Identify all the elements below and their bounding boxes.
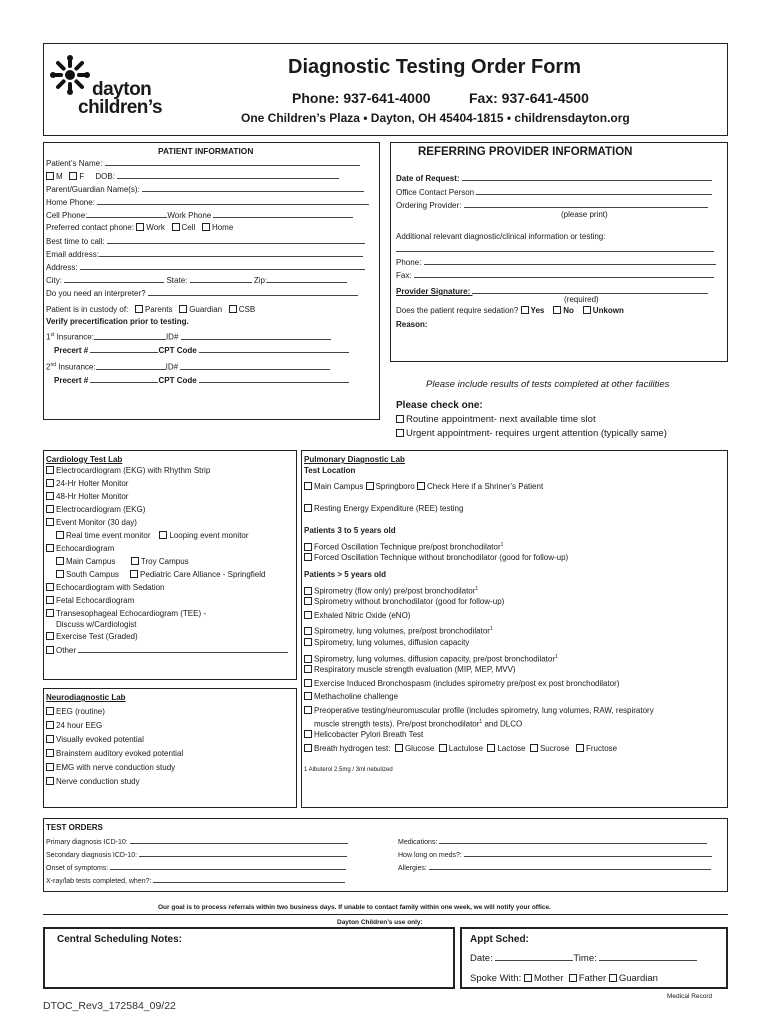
holter24-option[interactable]: 24-Hr Holter Monitor [46, 479, 296, 492]
exercise-broncho-option[interactable]: Exercise Induced Bronchospasm (includes spirometry pre/post ex post bronchodilator) [304, 679, 724, 692]
office-contact-row[interactable]: Office Contact Person [396, 187, 726, 200]
test-orders-heading: TEST ORDERS [46, 823, 103, 832]
spiro-without-checkbox[interactable] [304, 597, 312, 605]
mother-checkbox[interactable] [524, 974, 532, 982]
father-checkbox[interactable] [569, 974, 577, 982]
eeg24-option[interactable]: 24 hour EEG [46, 721, 296, 735]
page-title: Diagnostic Testing Order Form [288, 56, 581, 78]
primary-dx-row[interactable]: Primary diagnosis ICD-10: [46, 836, 366, 849]
eeg-option[interactable]: EEG (routine) [46, 707, 296, 721]
spiro-flow-checkbox[interactable] [304, 587, 312, 595]
medications-row[interactable]: Medications: [398, 836, 718, 849]
address-row[interactable]: Address: [46, 262, 376, 275]
echo-option[interactable]: Echocardiogram [46, 544, 296, 557]
ree-option[interactable]: Resting Energy Expenditure (REE) testing [304, 504, 724, 526]
header-fax: Fax: 937-641-4500 [469, 90, 589, 106]
how-long-row[interactable]: How long on meds?: [398, 849, 718, 862]
insurance-2-row[interactable]: 2nd Insurance: ID# [46, 360, 376, 375]
location-options: Main Campus Springboro Check Here if a Shriner’s Patient [304, 482, 724, 504]
sedation-no-checkbox[interactable] [553, 306, 561, 314]
exercise-option[interactable]: Exercise Test (Graded) [46, 632, 296, 645]
emg-checkbox[interactable] [46, 763, 54, 771]
spoke-with-row: Spoke With: Mother Father Guardian [470, 973, 658, 984]
methacholine-checkbox[interactable] [304, 692, 312, 700]
echo-south-checkbox[interactable] [56, 570, 64, 578]
spiro-lung-diff-pre-checkbox[interactable] [304, 655, 312, 663]
ekg-option[interactable]: Electrocardiogram (EKG) [46, 505, 296, 518]
include-results-note: Please include results of tests completed at other facilities [426, 379, 670, 390]
sedation-yes-checkbox[interactable] [521, 306, 529, 314]
logo-text-dayton: dayton [92, 79, 152, 100]
eno-option[interactable]: Exhaled Nitric Oxide (eNO) [304, 611, 724, 624]
nerve-checkbox[interactable] [46, 777, 54, 785]
preop-option[interactable]: Preoperative testing/neuromuscular profile (includes spirometry, lung volumes, RAW, respiratory [304, 706, 724, 717]
guardian-footer-checkbox[interactable] [609, 974, 617, 982]
onset-row[interactable]: Onset of symptoms: [46, 862, 366, 875]
hpylori-option[interactable]: Helicobacter Pylori Breath Test [304, 730, 724, 744]
precert-2-row[interactable]: Precert # CPT Code [46, 375, 376, 390]
brainstem-checkbox[interactable] [46, 749, 54, 757]
sucrose-checkbox[interactable] [530, 744, 538, 752]
echo-locations-2: South Campus Pediatric Care Alliance - Springfield [46, 570, 296, 583]
urgent-option[interactable]: Urgent appointment- requires urgent attention (typically same) [396, 428, 667, 440]
provider-phone-row[interactable]: Phone: [396, 257, 726, 270]
test-orders-right [398, 836, 718, 875]
precert-1-row[interactable]: Precert # CPT Code [46, 345, 376, 360]
visual-checkbox[interactable] [46, 735, 54, 743]
custody-row: Patient is in custody of: Parents Guardian CSB [46, 305, 256, 314]
echo-troy-checkbox[interactable] [131, 557, 139, 565]
required-note: (required) [564, 295, 599, 304]
city-state-zip-row[interactable]: City: State: Zip: [46, 275, 376, 288]
shriner-checkbox[interactable] [417, 482, 425, 490]
lactulose-checkbox[interactable] [439, 744, 447, 752]
fructose-checkbox[interactable] [576, 744, 584, 752]
springboro-checkbox[interactable] [366, 482, 374, 490]
csb-checkbox[interactable] [229, 305, 237, 313]
fot-without-checkbox[interactable] [304, 553, 312, 561]
please-print: (please print) [561, 210, 608, 219]
realtime-checkbox[interactable] [56, 531, 64, 539]
patients-5-label: Patients > 5 years old [304, 570, 387, 579]
test-location-label: Test Location [304, 466, 356, 475]
fot-without-option[interactable]: Forced Oscillation Technique without bronchodilator (good for follow-up) [304, 553, 724, 570]
event-monitor-checkbox[interactable] [46, 518, 54, 526]
work-checkbox[interactable] [136, 223, 144, 231]
check-one-label: Please check one: [396, 400, 483, 411]
logo-text-childrens: children’s [78, 97, 163, 118]
patient-name-row[interactable]: Patient’s Name: [46, 158, 376, 171]
echo-main-checkbox[interactable] [56, 557, 64, 565]
parents-checkbox[interactable] [135, 305, 143, 313]
provider-heading: REFERRING PROVIDER INFORMATION [418, 146, 633, 158]
respiratory-option[interactable]: Respiratory muscle strength evaluation (MIP, MEP, MVV) [304, 665, 724, 679]
event-monitor-types: Real time event monitor Looping event monitor [46, 531, 296, 544]
hpylori-checkbox[interactable] [304, 730, 312, 738]
lactose-checkbox[interactable] [487, 744, 495, 752]
pref-contact-row: Preferred contact phone: Work Cell Home [46, 223, 234, 232]
ekg-strip-checkbox[interactable] [46, 466, 54, 474]
email-row[interactable]: Email address: [46, 249, 376, 262]
goal-text: Our goal is to process referrals within two business days. If unable to contact family within one week, we will notify your office. [158, 904, 551, 911]
eeg24-checkbox[interactable] [46, 721, 54, 729]
cardiology-heading: Cardiology Test Lab [46, 455, 123, 464]
spiro-flow-option[interactable]: Spirometry (flow only) pre/post bronchodilator$^1$ [304, 584, 724, 597]
neuro-section [46, 693, 296, 791]
central-scheduling-label: Central Scheduling Notes: [57, 934, 183, 945]
methacholine-option[interactable]: Methacholine challenge [304, 692, 724, 706]
exercise-checkbox[interactable] [46, 632, 54, 640]
looping-checkbox[interactable] [159, 531, 167, 539]
pulmonary-section [304, 455, 724, 774]
provider-fax-row[interactable]: Fax: [396, 270, 726, 286]
patient-fields [46, 158, 376, 390]
echo-locations-1: Main Campus Troy Campus [46, 557, 296, 570]
cell-work-row[interactable]: Cell Phone: Work Phone [46, 210, 376, 223]
spiro-lung-diff-pre-option[interactable]: Spirometry, lung volumes, diffusion capacity, pre/post bronchodilator$^1$ [304, 652, 724, 665]
other-checkbox[interactable] [46, 646, 54, 654]
pulmonary-heading: Pulmonary Diagnostic Lab [304, 455, 405, 464]
allergies-row[interactable]: Allergies: [398, 862, 718, 875]
ekg-strip-option[interactable]: Electrocardiogram (EKG) with Rhythm Strip [46, 466, 296, 479]
routine-option[interactable]: Routine appointment- next available time slot [396, 414, 596, 426]
male-checkbox[interactable] [46, 172, 54, 180]
cardiology-section [46, 455, 296, 658]
respiratory-checkbox[interactable] [304, 665, 312, 673]
event-monitor-option[interactable]: Event Monitor (30 day) [46, 518, 296, 531]
echo-springfield-checkbox[interactable] [130, 570, 138, 578]
additional-line[interactable] [396, 244, 726, 257]
medical-record-label: Medical Record [667, 993, 713, 1000]
provider-fields [396, 173, 726, 332]
preop-checkbox[interactable] [304, 706, 312, 714]
eno-checkbox[interactable] [304, 611, 312, 619]
breath-hydrogen-row: Breath hydrogen test: Glucose Lactulose Lactose Sucrose Fructose [304, 744, 724, 766]
test-orders-left [46, 836, 366, 888]
guardian-checkbox[interactable] [179, 305, 187, 313]
xray-row[interactable]: X-ray/lab tests completed, when?: [46, 875, 366, 888]
verify-precert: Verify precertification prior to testing. [46, 317, 189, 326]
tee-note: Discuss w/Cardiologist [56, 620, 137, 629]
ekg-checkbox[interactable] [46, 505, 54, 513]
signature-row[interactable]: Provider Signature: [396, 286, 726, 295]
spiro-without-option[interactable]: Spirometry without bronchodilator (good for follow-up) [304, 597, 724, 611]
header-address: One Children’s Plaza • Dayton, OH 45404-1815 • childrensdayton.org [241, 111, 630, 125]
spiro-lung-diff-option[interactable]: Spirometry, lung volumes, diffusion capacity [304, 638, 724, 652]
sex-dob-row[interactable]: M F DOB: [46, 171, 376, 184]
footer-divider [43, 914, 728, 915]
ordering-row[interactable]: Ordering Provider: [396, 200, 726, 210]
ree-checkbox[interactable] [304, 504, 312, 512]
patient-heading: PATIENT INFORMATION [158, 146, 254, 156]
interpreter-row[interactable]: Do you need an interpreter? [46, 288, 376, 305]
preop-note: muscle strength tests). Pre/post bronchodilator$^1$ and DLCO [314, 719, 523, 729]
logo-mark-icon [50, 55, 90, 95]
home-checkbox[interactable] [202, 223, 210, 231]
echo-sedation-checkbox[interactable] [46, 583, 54, 591]
holter48-option[interactable]: 48-Hr Holter Monitor [46, 492, 296, 505]
reason-label: Reason: [396, 320, 428, 329]
nerve-option[interactable]: Nerve conduction study [46, 777, 296, 791]
breath-hydrogen-checkbox[interactable] [304, 744, 312, 752]
fetal-option[interactable]: Fetal Echocardiogram [46, 596, 296, 609]
urgent-checkbox[interactable] [396, 429, 404, 437]
pulmonary-footnote: 1 Albuterol 2.5mg / 3ml nebulized [304, 767, 393, 773]
appt-sched-label: Appt Sched: [470, 934, 529, 945]
echo-sedation-option[interactable]: Echocardiogram with Sedation [46, 583, 296, 596]
header-phone: Phone: 937-641-4000 [292, 90, 431, 106]
neuro-heading: Neurodiagnostic Lab [46, 693, 126, 702]
holter48-checkbox[interactable] [46, 492, 54, 500]
spiro-lung-pre-checkbox[interactable] [304, 627, 312, 635]
pulm-main-checkbox[interactable] [304, 482, 312, 490]
holter24-checkbox[interactable] [46, 479, 54, 487]
appt-date-time-row[interactable]: Date: Time: [470, 953, 697, 964]
other-option[interactable]: Other [46, 645, 296, 658]
exercise-broncho-checkbox[interactable] [304, 679, 312, 687]
routine-checkbox[interactable] [396, 415, 404, 423]
patients-3-5-label: Patients 3 to 5 years old [304, 526, 396, 535]
additional-label: Additional relevant diagnostic/clinical information or testing: [396, 232, 606, 241]
glucose-checkbox[interactable] [395, 744, 403, 752]
insurance-1-row[interactable]: 1st Insurance: ID# [46, 330, 376, 345]
sedation-row: Does the patient require sedation? Yes No Unkown [396, 306, 624, 315]
visual-option[interactable]: Visually evoked potential [46, 735, 296, 749]
spiro-lung-diff-checkbox[interactable] [304, 638, 312, 646]
date-request-row[interactable]: Date of Request: [396, 173, 726, 187]
fot-pre-post-checkbox[interactable] [304, 543, 312, 551]
echo-checkbox[interactable] [46, 544, 54, 552]
cell-checkbox[interactable] [172, 223, 180, 231]
tee-checkbox[interactable] [46, 609, 54, 617]
secondary-dx-row[interactable]: Secondary diagnosis ICD-10: [46, 849, 366, 862]
fot-pre-post-option[interactable]: Forced Oscillation Technique pre/post bronchodilator$^1$ [304, 540, 724, 553]
home-phone-row[interactable]: Home Phone: [46, 197, 376, 210]
brainstem-option[interactable]: Brainstem auditory evoked potential [46, 749, 296, 763]
tee-option[interactable]: Transesophageal Echocardiogram (TEE) - [46, 609, 296, 620]
eeg-checkbox[interactable] [46, 707, 54, 715]
guardian-row[interactable]: Parent/Guardian Name(s): [46, 184, 376, 197]
form-code: DTOC_Rev3_172584_09/22 [43, 1000, 176, 1012]
fetal-checkbox[interactable] [46, 596, 54, 604]
female-checkbox[interactable] [69, 172, 77, 180]
spiro-lung-pre-option[interactable]: Spirometry, lung volumes, pre/post bronchodilator$^1$ [304, 624, 724, 638]
best-time-row[interactable]: Best time to call: [46, 236, 376, 249]
use-only-label: Dayton Children’s use only: [337, 919, 423, 926]
emg-option[interactable]: EMG with nerve conduction study [46, 763, 296, 777]
sedation-unknown-checkbox[interactable] [583, 306, 591, 314]
